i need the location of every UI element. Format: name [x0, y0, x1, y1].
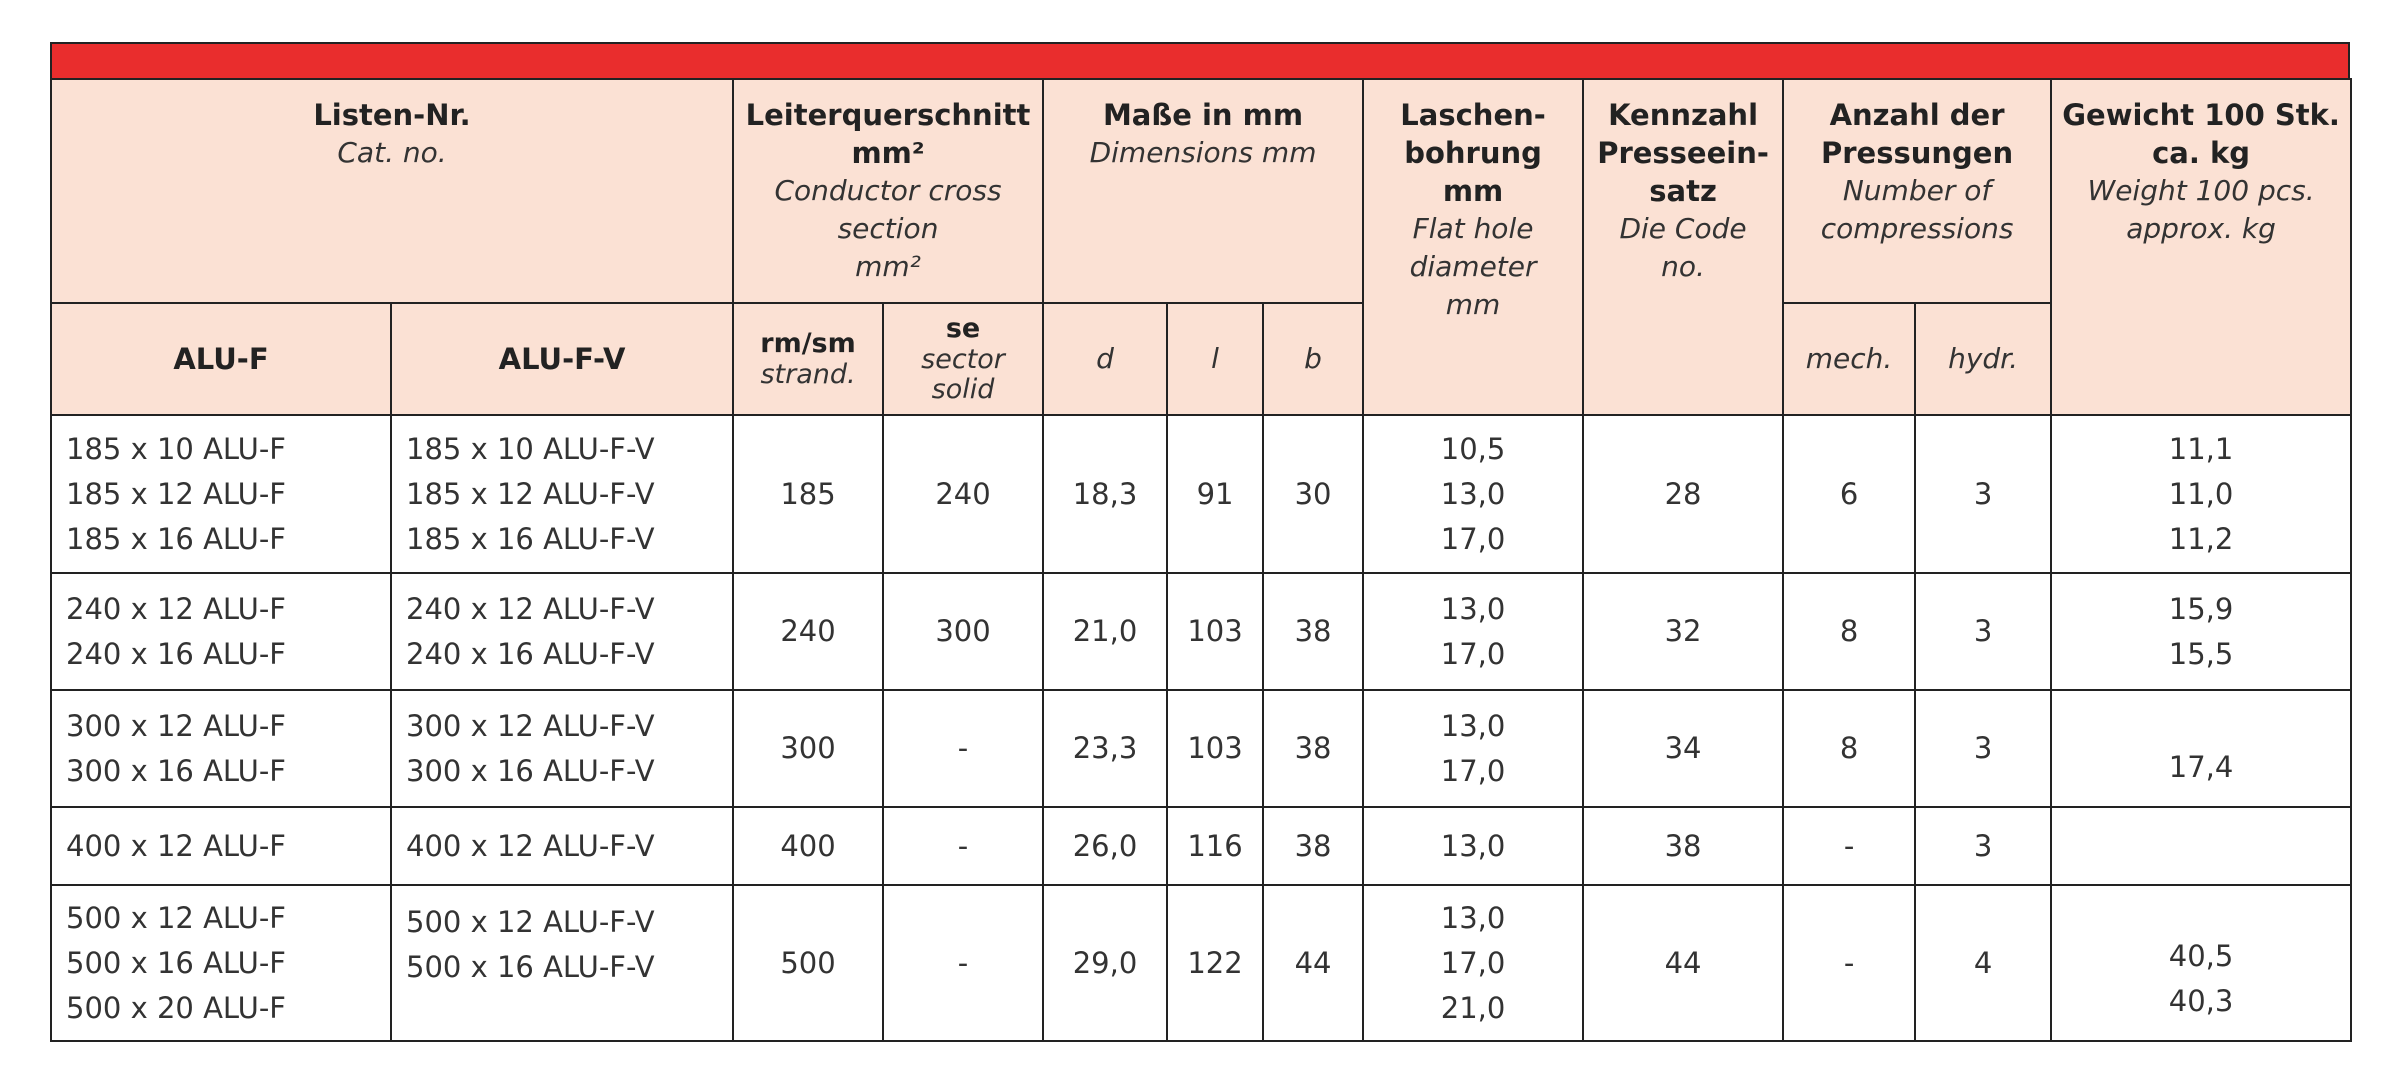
cell-alu-f: 185 x 10 ALU-F 185 x 12 ALU-F 185 x 16 ALU-F: [51, 415, 391, 573]
header-number-of-compressions: Anzahl der Pressungen Number of compressions: [1783, 79, 2051, 303]
header-l: l: [1167, 303, 1263, 415]
cell-l: 103: [1167, 573, 1263, 690]
cell-alu-f-v: 185 x 10 ALU-F-V 185 x 12 ALU-F-V 185 x 16 ALU-F-V: [391, 415, 733, 573]
header-row-main: [51, 79, 2351, 303]
cell-hole: 13,0 17,0: [1363, 573, 1583, 690]
header-mech: mech.: [1783, 303, 1915, 415]
header-alu-f-v: ALU-F-V: [391, 303, 733, 415]
cell-d: 18,3: [1043, 415, 1167, 573]
cell-mech: 8: [1783, 690, 1915, 807]
cell-rm-sm: 500: [733, 885, 883, 1041]
cell-b: 38: [1263, 807, 1363, 885]
header-flat-hole-diameter: Laschen- bohrung mm Flat hole diameter mm: [1363, 79, 1583, 415]
cell-mech: 6: [1783, 415, 1915, 573]
cell-alu-f: 300 x 12 ALU-F 300 x 16 ALU-F: [51, 690, 391, 807]
header-alu-f: ALU-F: [51, 303, 391, 415]
cell-mech: 8: [1783, 573, 1915, 690]
table-row: [51, 885, 2351, 1041]
cell-b: 44: [1263, 885, 1363, 1041]
cell-alu-f: 240 x 12 ALU-F 240 x 16 ALU-F: [51, 573, 391, 690]
cell-se: -: [883, 690, 1043, 807]
catalog-table-container: [50, 42, 2350, 1042]
cell-d: 29,0: [1043, 885, 1167, 1041]
header-d: d: [1043, 303, 1167, 415]
table-row: [51, 690, 2351, 807]
cell-rm-sm: 400: [733, 807, 883, 885]
catalog-table: [50, 78, 2352, 1042]
cell-alu-f: 500 x 12 ALU-F 500 x 16 ALU-F 500 x 20 ALU-F: [51, 885, 391, 1041]
cell-weight: [2051, 807, 2351, 885]
cell-hole: 10,5 13,0 17,0: [1363, 415, 1583, 573]
cell-rm-sm: 185: [733, 415, 883, 573]
cell-hydr: 3: [1915, 573, 2051, 690]
cell-die-code: 44: [1583, 885, 1783, 1041]
cell-weight: 17,4: [2051, 690, 2351, 807]
header-b: b: [1263, 303, 1363, 415]
cell-l: 122: [1167, 885, 1263, 1041]
cell-weight: 11,1 11,0 11,2: [2051, 415, 2351, 573]
cell-hydr: 3: [1915, 690, 2051, 807]
cell-hole: 13,0 17,0: [1363, 690, 1583, 807]
header-die-code: Kennzahl Presseein- satz Die Code no.: [1583, 79, 1783, 415]
cell-rm-sm: 300: [733, 690, 883, 807]
cell-l: 103: [1167, 690, 1263, 807]
cell-l: 116: [1167, 807, 1263, 885]
cell-alu-f: 400 x 12 ALU-F: [51, 807, 391, 885]
header-rm-sm: rm/sm strand.: [733, 303, 883, 415]
cell-b: 38: [1263, 690, 1363, 807]
cell-die-code: 34: [1583, 690, 1783, 807]
cell-b: 38: [1263, 573, 1363, 690]
cell-rm-sm: 240: [733, 573, 883, 690]
cell-alu-f-v: 400 x 12 ALU-F-V: [391, 807, 733, 885]
cell-die-code: 38: [1583, 807, 1783, 885]
cell-hole: 13,0 17,0 21,0: [1363, 885, 1583, 1041]
header-cat-no: Listen-Nr. Cat. no.: [51, 79, 733, 303]
header-se: se sector solid: [883, 303, 1043, 415]
cell-hydr: 4: [1915, 885, 2051, 1041]
header-row-sub: [51, 303, 2351, 415]
cell-mech: -: [1783, 807, 1915, 885]
cell-alu-f-v: 240 x 12 ALU-F-V 240 x 16 ALU-F-V: [391, 573, 733, 690]
cell-die-code: 32: [1583, 573, 1783, 690]
cell-b: 30: [1263, 415, 1363, 573]
cell-hydr: 3: [1915, 415, 2051, 573]
header-dimensions: Maße in mm Dimensions mm: [1043, 79, 1363, 303]
cell-hole: 13,0: [1363, 807, 1583, 885]
table-row: [51, 807, 2351, 885]
header-conductor-cross-section: Leiterquerschnitt mm² Conductor cross section mm²: [733, 79, 1043, 303]
cell-se: -: [883, 807, 1043, 885]
cell-hydr: 3: [1915, 807, 2051, 885]
cell-d: 26,0: [1043, 807, 1167, 885]
table-row: [51, 415, 2351, 573]
cell-alu-f-v: 300 x 12 ALU-F-V 300 x 16 ALU-F-V: [391, 690, 733, 807]
cell-se: 300: [883, 573, 1043, 690]
header-hydr: hydr.: [1915, 303, 2051, 415]
table-row: [51, 573, 2351, 690]
cell-alu-f-v: 500 x 12 ALU-F-V 500 x 16 ALU-F-V: [391, 885, 733, 1041]
cell-l: 91: [1167, 415, 1263, 573]
cell-die-code: 28: [1583, 415, 1783, 573]
header-weight: Gewicht 100 Stk. ca. kg Weight 100 pcs. approx. kg: [2051, 79, 2351, 415]
cell-se: -: [883, 885, 1043, 1041]
cell-weight: 15,9 15,5: [2051, 573, 2351, 690]
red-header-bar: [50, 42, 2350, 78]
cell-d: 23,3: [1043, 690, 1167, 807]
cell-d: 21,0: [1043, 573, 1167, 690]
cell-se: 240: [883, 415, 1043, 573]
cell-mech: -: [1783, 885, 1915, 1041]
cell-weight: 40,5 40,3: [2051, 885, 2351, 1041]
